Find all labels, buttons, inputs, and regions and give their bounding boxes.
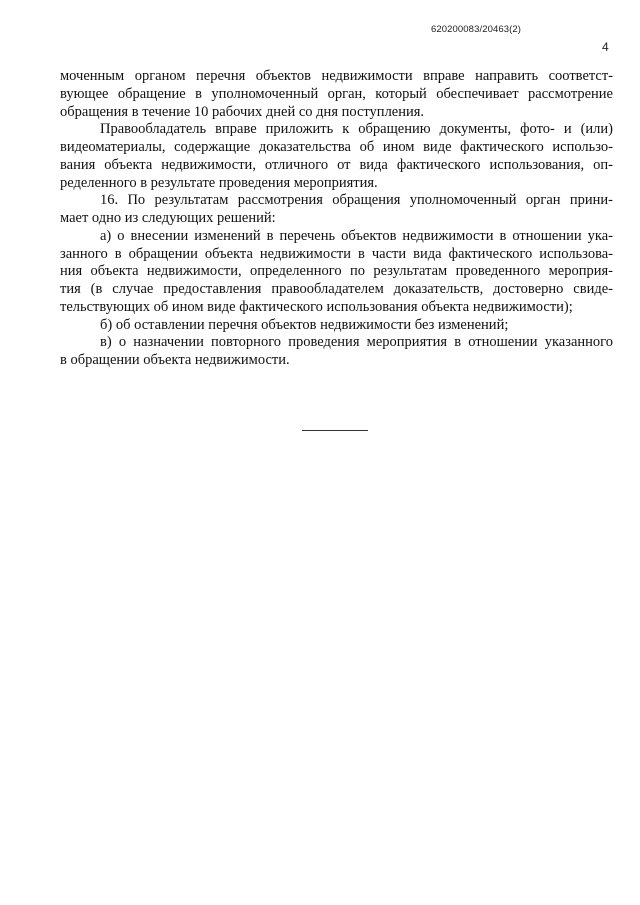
- body-line: тия (в случае предоставления правообладателем доказательств, достоверно свиде-: [60, 281, 613, 297]
- body-line: а) о внесении изменений в перечень объектов недвижимости в отношении ука-: [100, 227, 613, 244]
- paragraph-subitem-v: [60, 334, 613, 370]
- body-line: 16. По результатам рассмотрения обращения уполномоченный орган прини-: [100, 192, 613, 209]
- body-line: занного в обращении объекта недвижимости в части вида фактического использова-: [60, 245, 613, 262]
- body-line: вующее обращение в уполномоченный орган, который обеспечивает рассмотрение: [60, 85, 613, 102]
- paragraph-attachments: [60, 121, 613, 192]
- body-line: мает одно из следующих решений:: [60, 210, 276, 226]
- paragraph-item-16: [60, 192, 613, 228]
- document-number: 620200083/20463(2): [431, 24, 522, 35]
- body-line: б) об оставлении перечня объектов недвижимости без изменений;: [100, 316, 509, 333]
- end-separator-line: [302, 430, 368, 431]
- body-line: тельствующих об ином виде фактического использования объекта недвижимости);: [60, 298, 573, 315]
- body-line: ределенного в результате проведения мероприятия.: [60, 174, 378, 191]
- body-line: моченным органом перечня объектов недвижимости вправе направить соответст-: [60, 68, 613, 84]
- document-body: [60, 68, 613, 370]
- body-line: видеоматериалы, содержащие доказательства об ином виде фактического использо-: [60, 139, 613, 155]
- body-line: вания объекта недвижимости, отличного от вида фактического использования, оп-: [60, 156, 613, 173]
- body-line: ния объекта недвижимости, определенного по результатам проведенного мероприя-: [60, 263, 613, 280]
- body-line: Правообладатель вправе приложить к обращению документы, фото- и (или): [100, 121, 613, 138]
- body-line: в) о назначении повторного проведения мероприятия в отношении указанного: [100, 334, 613, 351]
- paragraph-continuation: [60, 68, 613, 121]
- paragraph-subitem-b: [60, 317, 613, 335]
- body-line: в обращении объекта недвижимости.: [60, 352, 290, 368]
- page-number: 4: [602, 40, 609, 54]
- body-line: обращения в течение 10 рабочих дней со дня поступления.: [60, 103, 425, 120]
- paragraph-subitem-a: [60, 228, 613, 317]
